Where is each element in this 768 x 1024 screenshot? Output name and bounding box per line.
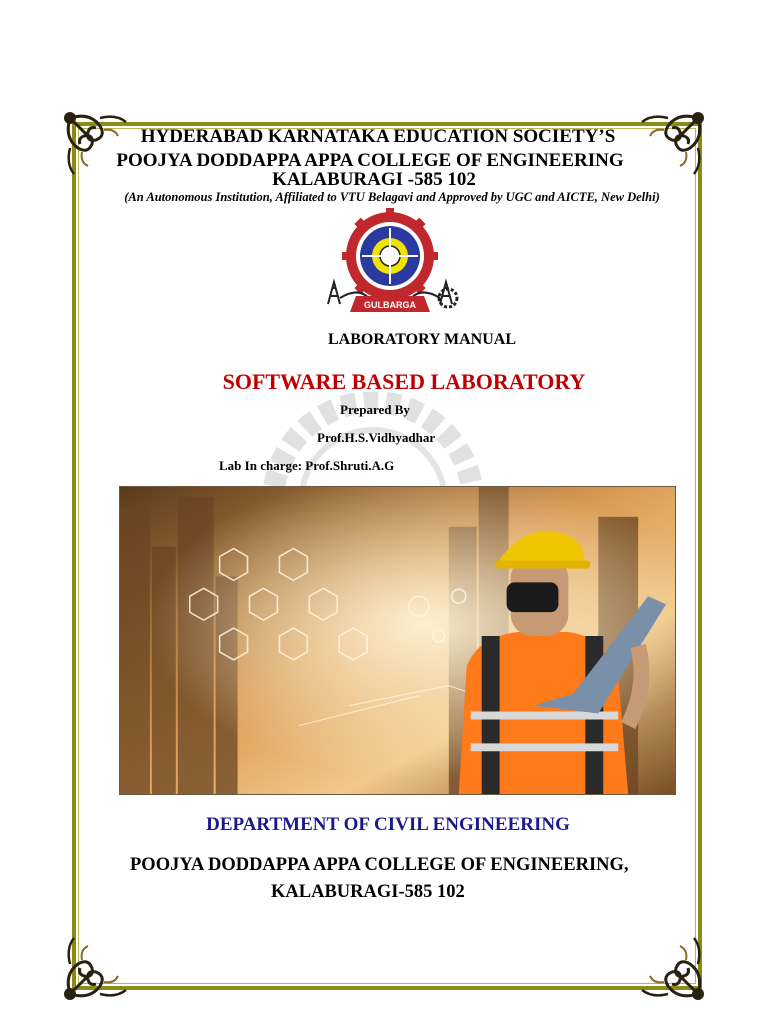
logo-ribbon-text: GULBARGA bbox=[364, 300, 416, 310]
college-logo bbox=[320, 208, 460, 318]
department-name: DEPARTMENT OF CIVIL ENGINEERING bbox=[206, 814, 570, 835]
manual-type: LABORATORY MANUAL bbox=[327, 331, 517, 348]
logo-gear-icon bbox=[342, 208, 438, 304]
author-name: Prof.H.S.Vidhyadhar bbox=[317, 430, 436, 445]
corner-ornament-bottom-right bbox=[634, 930, 708, 1004]
lab-incharge: Lab In charge: Prof.Shruti.A.G bbox=[219, 458, 395, 473]
footer-college-city: KALABURAGI-585 102 bbox=[271, 882, 465, 902]
affiliation-note: (An Autonomous Institution, Affiliated to VTU Belagavi and Approved by UGC and AICTE, New Delhi) bbox=[124, 190, 660, 204]
corner-ornament-bottom-left bbox=[60, 930, 134, 1004]
college-city: KALABURAGI -585 102 bbox=[272, 169, 476, 190]
society-name: HYDERABAD KARNATAKA EDUCATION SOCIETY’S bbox=[140, 126, 616, 147]
cover-photo bbox=[119, 486, 676, 795]
manual-title: SOFTWARE BASED LABORATORY bbox=[222, 369, 586, 394]
prepared-by-label: Prepared By bbox=[340, 402, 410, 417]
footer-college-name: POOJYA DODDAPPA APPA COLLEGE OF ENGINEERING, bbox=[130, 855, 629, 875]
college-name: POOJYA DODDAPPA APPA COLLEGE OF ENGINEERING bbox=[116, 150, 624, 171]
